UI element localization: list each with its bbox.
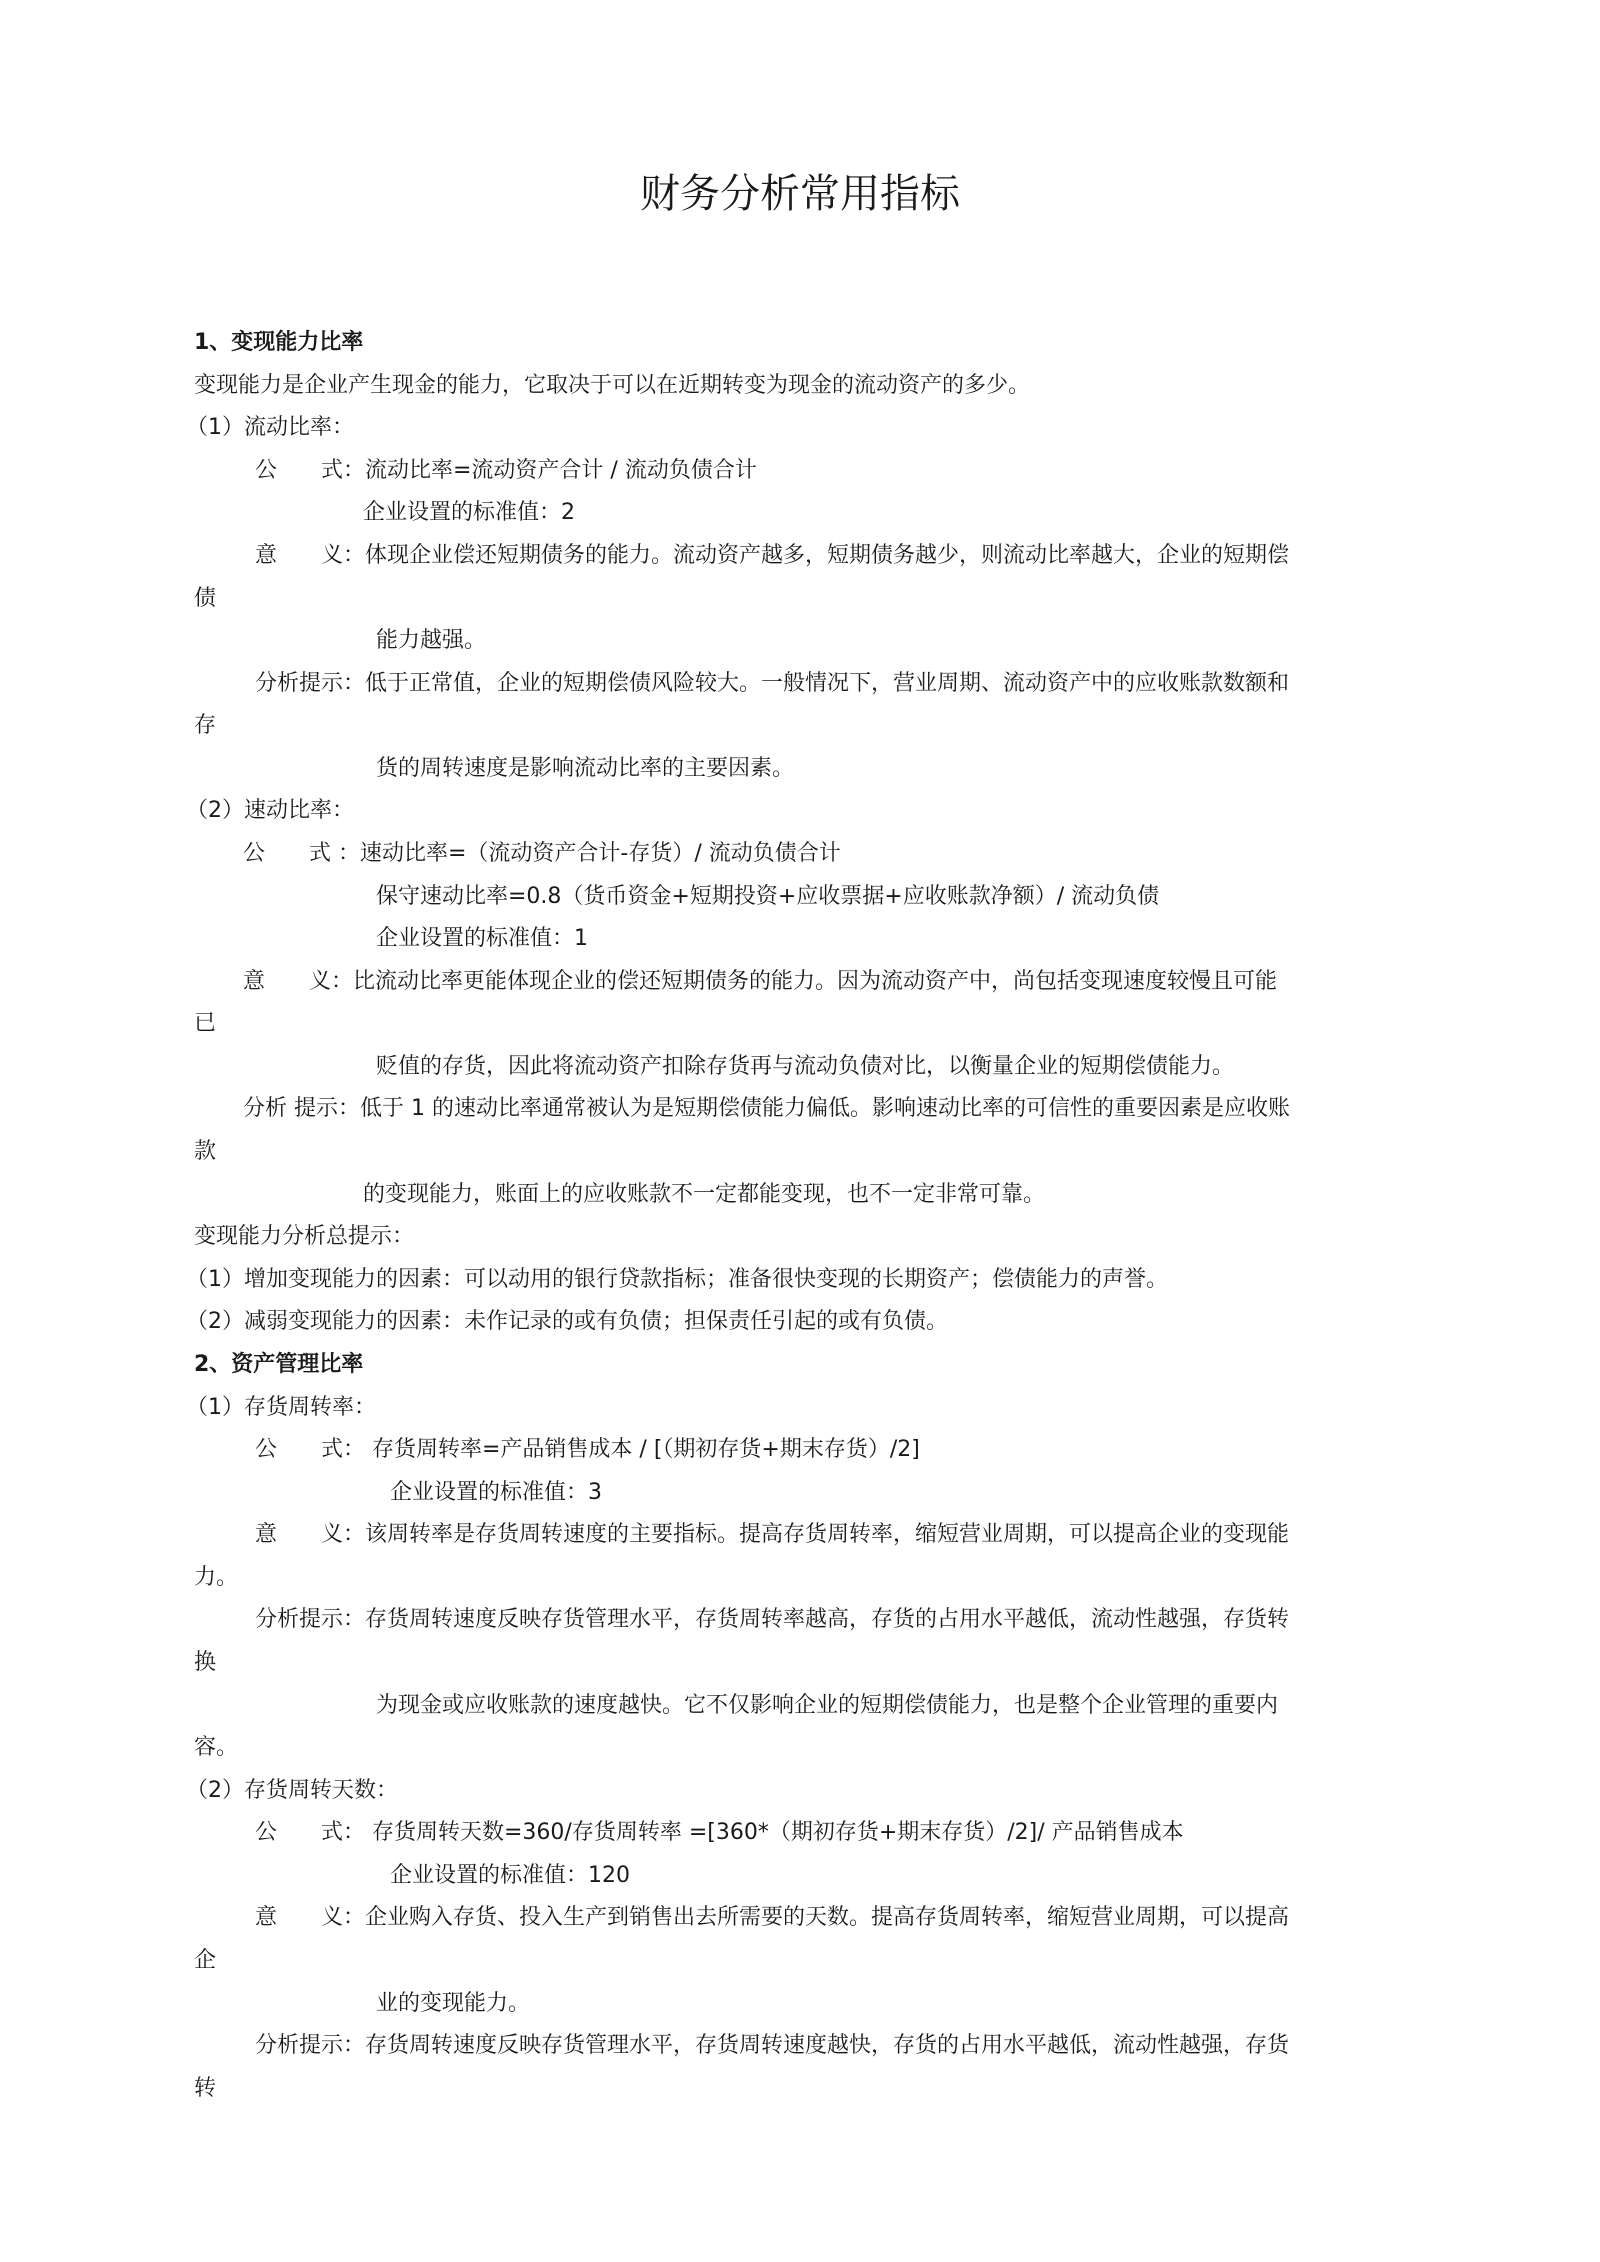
formula-line: 公 式： 存货周转天数=360/存货周转率 =[360*（期初存货+期末存货）/2]/ 产品销售成本 [255,1820,1184,1845]
subsection-heading: （2）速动比率： [186,798,354,823]
analysis-hint-line: 分析提示：存货周转速度反映存货管理水平，存货周转速度越快，存货的占用水平越低，流动性越强，存货 [255,2033,1290,2058]
meaning-line: 意 义：体现企业偿还短期债务的能力。流动资产越多，短期债务越少，则流动比率越大，企业的短期偿 [255,543,1290,568]
wrap-line: 换 [194,1650,217,1675]
text-line: 变现能力是企业产生现金的能力，它取决于可以在近期转变为现金的流动资产的多少。 [194,373,1031,398]
formula-line: 保守速动比率=0.8（货币资金+短期投资+应收票据+应收账款净额）/ 流动负债 [376,884,1160,909]
analysis-hint-line: 分析 提示：低于 1 的速动比率通常被认为是短期偿债能力偏低。影响速动比率的可信性的重要因素是应收账 [243,1096,1290,1121]
subsection-heading: （1）流动比率： [186,415,354,440]
wrap-line: 力。 [194,1565,239,1590]
text-line: 为现金或应收账款的速度越快。它不仅影响企业的短期偿债能力，也是整个企业管理的重要内 [376,1693,1279,1718]
formula-line: 公 式 ：速动比率=（流动资产合计-存货）/ 流动负债合计 [243,841,841,866]
standard-value: 企业设置的标准值：3 [390,1480,602,1505]
analysis-hint-line: 分析提示：低于正常值，企业的短期偿债风险较大。一般情况下，营业周期、流动资产中的应收账款数额和 [255,671,1290,696]
analysis-hint-line: 分析提示：存货周转速度反映存货管理水平，存货周转率越高，存货的占用水平越低，流动性越强，存货转 [255,1607,1290,1632]
wrap-line: 款 [194,1139,217,1164]
meaning-line: 意 义：企业购入存货、投入生产到销售出去所需要的天数。提高存货周转率，缩短营业周期，可以提高 [255,1905,1290,1930]
formula-line: 公 式：流动比率=流动资产合计 / 流动负债合计 [255,458,757,483]
text-line: （1）增加变现能力的因素：可以动用的银行贷款指标；准备很快变现的长期资产；偿债能力的声誉。 [186,1267,1169,1292]
subsection-heading: （1）存货周转率： [186,1395,376,1420]
standard-value: 企业设置的标准值：1 [376,926,588,951]
formula-line: 公 式： 存货周转率=产品销售成本 / [（期初存货+期末存货）/2] [255,1437,920,1462]
standard-value: 企业设置的标准值：2 [363,500,575,525]
wrap-line: 企 [194,1948,217,1973]
standard-value: 企业设置的标准值：120 [390,1863,630,1888]
wrap-line: 债 [194,586,217,611]
text-line: 变现能力分析总提示： [194,1224,415,1249]
text-line: （2）减弱变现能力的因素：未作记录的或有负债；担保责任引起的或有负债。 [186,1309,948,1334]
wrap-line: 转 [194,2076,217,2101]
text-line: 货的周转速度是影响流动比率的主要因素。 [376,756,795,781]
wrap-line: 已 [194,1011,217,1036]
section-heading: 1、变现能力比率 [194,330,364,355]
meaning-line: 意 义：该周转率是存货周转速度的主要指标。提高存货周转率，缩短营业周期，可以提高企业的变现能 [255,1522,1290,1547]
document-title: 财务分析常用指标 [640,171,960,217]
text-line: 业的变现能力。 [376,1991,531,2016]
wrap-line: 容。 [194,1735,239,1760]
wrap-line: 存 [194,713,217,738]
text-line: 的变现能力，账面上的应收账款不一定都能变现，也不一定非常可靠。 [363,1182,1046,1207]
meaning-line: 意 义：比流动比率更能体现企业的偿还短期债务的能力。因为流动资产中，尚包括变现速度较慢且可能 [243,969,1278,994]
section-heading: 2、资产管理比率 [194,1352,364,1377]
subsection-heading: （2）存货周转天数： [186,1778,398,1803]
text-line: 能力越强。 [376,628,487,653]
text-line: 贬值的存货，因此将流动资产扣除存货再与流动负债对比，以衡量企业的短期偿债能力。 [376,1054,1235,1079]
